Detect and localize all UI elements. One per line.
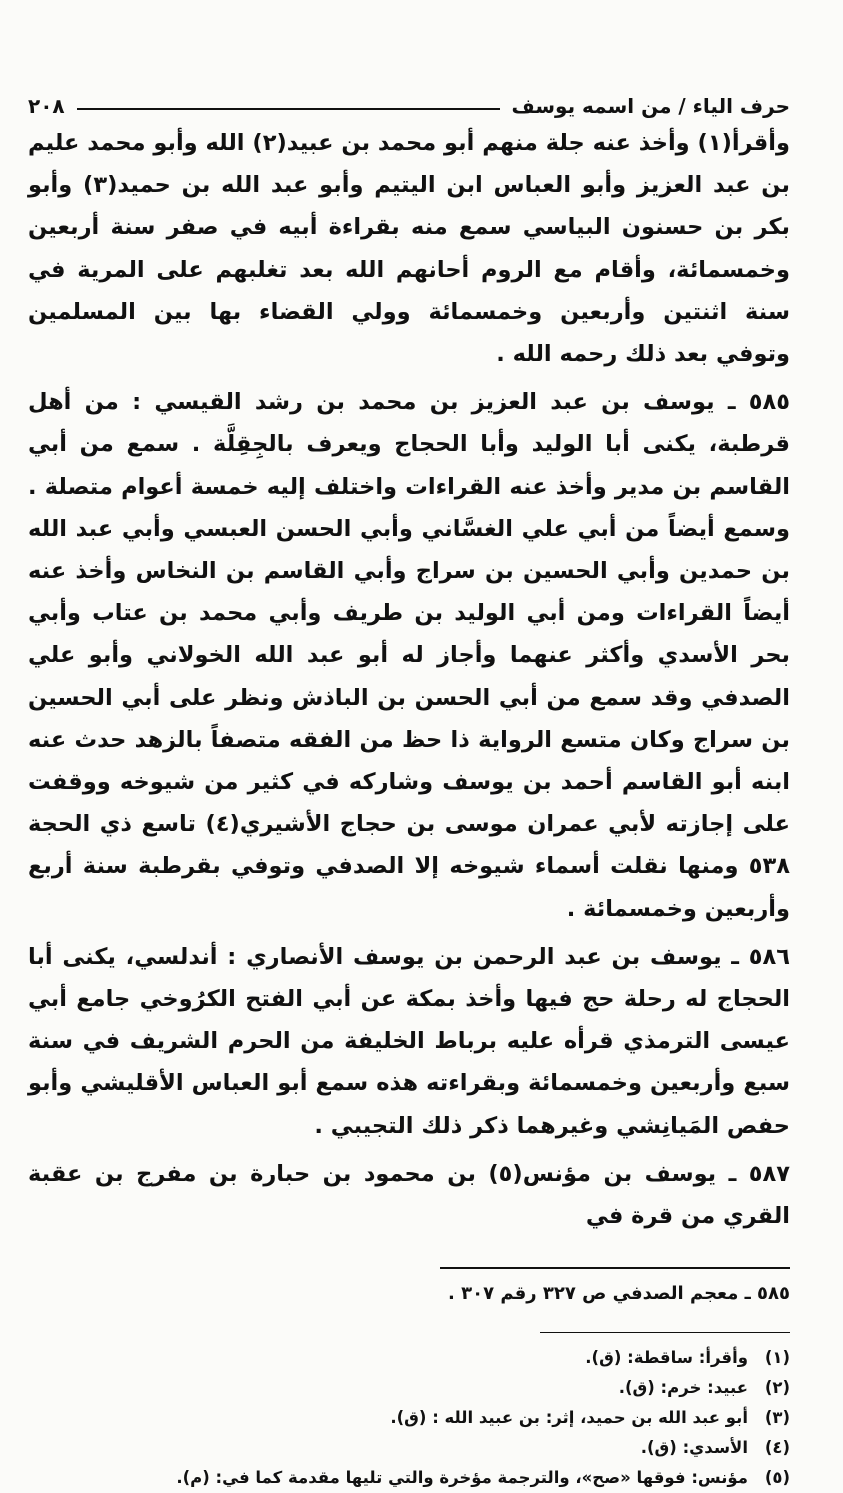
entry-587 [28, 1153, 790, 1237]
footnote-number: (٥) [764, 1468, 790, 1488]
text-line: القراءات واختلف إليه خمسة أعوام متصلة . وسمع أيضاً من أبي علي الغسَّاني وأبي [28, 473, 790, 542]
footnote-text: أبو عبد الله بن حميد، إثر: بن عبيد الله : (ق). [390, 1408, 748, 1428]
text-line: ذلك رحمه الله . [496, 341, 667, 368]
text-line: المرية في سنة اثنتين وأربعين وخمسمائة وولي القضاء بها بين المسلمين وتوفي بعد [28, 256, 790, 368]
text-line: وخمسمائة . [566, 895, 697, 922]
entry-585 [28, 381, 790, 930]
main-text [28, 122, 790, 1237]
text-line: وأقرأ(١) وأخذ عنه جلة منهم أبو محمد بن عبيد(٢) الله وأبو محمد عليم بن عبد العزيز [28, 130, 790, 199]
footnote-separator [440, 1267, 790, 1269]
text-line: شيوخه ووقفت على إجازته لأبي عمران موسى بن حجاج الأشيري(٤) تاسع ذي الحجة [28, 769, 790, 838]
footnotes [28, 1343, 790, 1493]
footnote-number: (٤) [764, 1438, 790, 1458]
footnote-number: (٣) [764, 1408, 790, 1428]
text-line: ٥٨٧ ـ يوسف بن مؤنس(٥) بن محمود بن حبارة بن مفرج بن عقبة القري من قرة في [28, 1160, 790, 1230]
page-number: ٢٠٨ [28, 94, 65, 118]
footnote-text: عبيد: خرم: (ق). [618, 1378, 748, 1398]
text-line: بقراءة أبيه في صفر سنة أربعين وخمسمائة، وأقام مع الروم أحانهم الله بعد تغلبهم على [28, 214, 790, 283]
paragraph-continuation [28, 122, 790, 375]
footnote [28, 1343, 790, 1373]
footnote-number: (٢) [764, 1378, 790, 1398]
text-line: ٥٨٦ ـ يوسف بن عبد الرحمن بن يوسف الأنصاري : أندلسي، يكنى أبا الحجاج [28, 943, 790, 1013]
footnote-text: وأقرأ: ساقطة: (ق). [585, 1348, 748, 1368]
footnote-text: مؤنس: فوقها «صح»، والترجمة مؤخرة والتي تليها مقدمة كما في: (م). [176, 1468, 748, 1488]
text-line: وأبو العباس ابن اليتيم وأبو عبد الله بن حميد(٣) وأبو بكر بن حسنون البياسي سمع منه [28, 172, 790, 241]
text-line: النخاس وأخذ عنه أيضاً القراءات ومن أبي الوليد بن طريف وأبي محمد بن عتاب وأبي [28, 558, 790, 627]
text-line: أبا الوليد وأبا الحجاج ويعرف بالجِقِلَّة . سمع من أبي القاسم بن مدير وأخذ عنه [28, 431, 790, 500]
text-line: الفقه متصفاً بالزهد حدث عنه ابنه أبو القاسم أحمد بن يوسف وشاركه في كثير من [28, 726, 790, 796]
footnote [28, 1463, 790, 1493]
footnote [28, 1373, 790, 1403]
book-page [28, 82, 790, 1493]
footnote-text: الأسدي: (ق). [640, 1438, 748, 1458]
text-line: ٥٨٥ ـ يوسف بن عبد العزيز بن محمد بن رشد القيسي : من أهل قرطبة، يكنى [28, 389, 790, 458]
footnote-separator-short [540, 1332, 790, 1333]
text-line: عليه برباط الخليفة من الحرم الشريف في سنة سبع وأربعين وخمسمائة وبقراءته هذه [28, 1028, 791, 1097]
text-line: ٥٣٨ ومنها نقلت أسماء شيوخه إلا الصدفي وتوفي بقرطبة سنة أربع وأربعين [28, 853, 790, 922]
footnote [28, 1433, 790, 1463]
running-title: حرف الياء / من اسمه يوسف [511, 94, 790, 118]
text-line: له رحلة حج فيها وأخذ بمكة عن أبي الفتح الكرُوخي جامع أبي عيسى الترمذي قرأه [28, 986, 790, 1055]
page-header [28, 82, 790, 118]
text-line: أبي الحسن بن الباذش ونظر على أبي الحسين بن سراج وكان متسع الرواية ذا حظ من [28, 684, 790, 753]
entry-586 [28, 936, 790, 1147]
footnote [28, 1403, 790, 1433]
source-note: ٥٨٥ ـ معجم الصدفي ص ٣٢٧ رقم ٣٠٧ . [448, 1283, 790, 1305]
header-rule [77, 108, 500, 110]
text-line: بحر الأسدي وأكثر عنهما وأجاز له أبو عبد الله الخولاني وأبو علي الصدفي وقد سمع من [28, 642, 790, 711]
text-line: الحسن العبسي وأبي عبد الله بن حمدين وأبي الحسين بن سراج وأبي القاسم بن [28, 515, 790, 585]
text-line: سمع أبو العباس الأقليشي وأبو حفص المَيانِشي وغيرهما ذكر ذلك التجيبي . [28, 1070, 790, 1139]
footnote-number: (١) [764, 1348, 790, 1368]
